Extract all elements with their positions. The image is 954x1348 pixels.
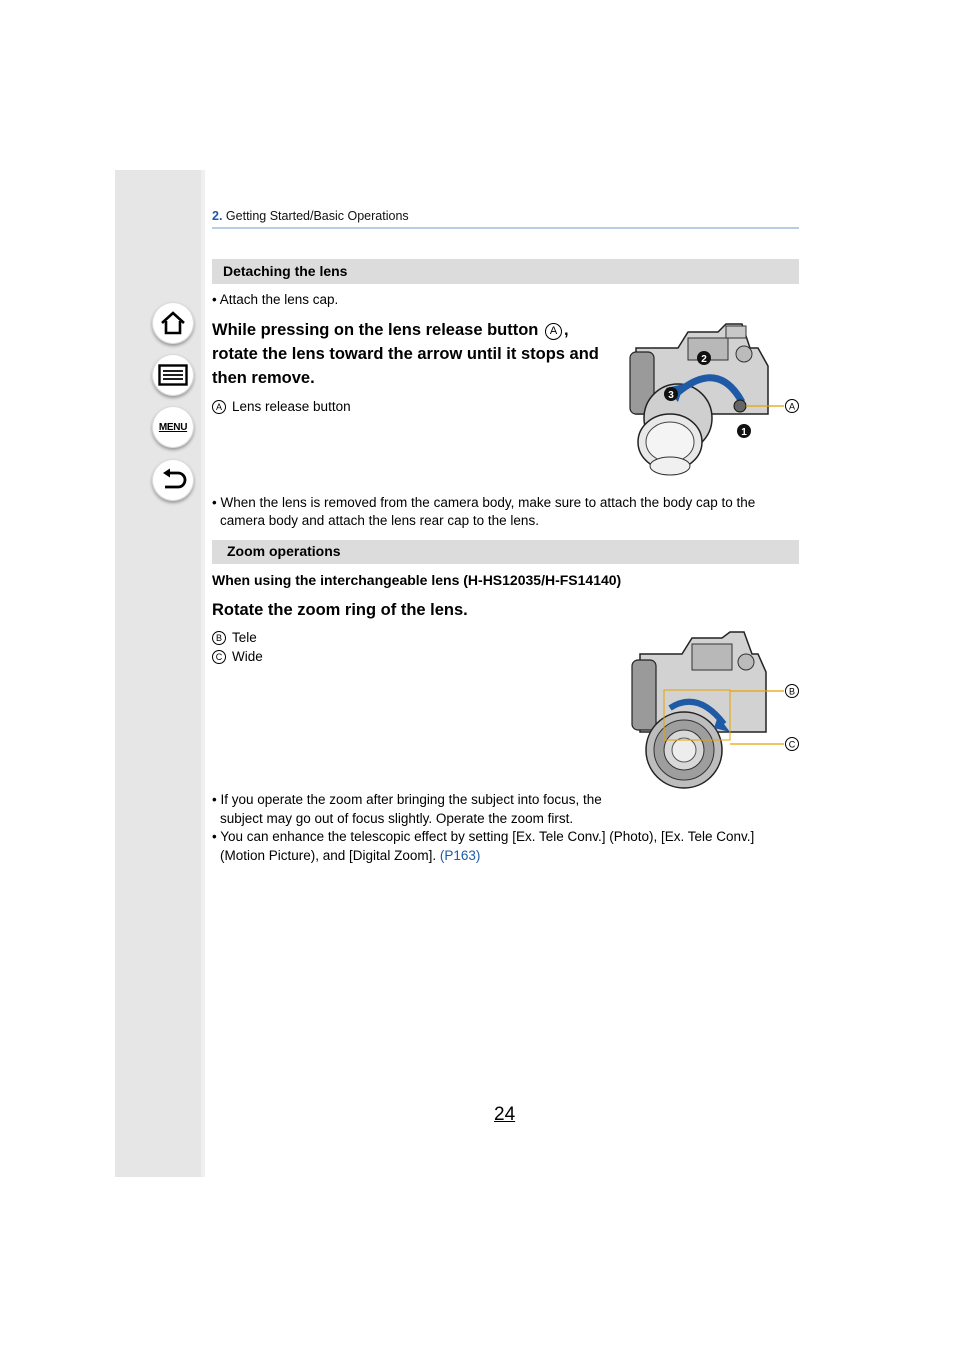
- zoom-note2-line2: [220, 847, 480, 866]
- detach-step-line3: then remove.: [212, 369, 315, 387]
- zoom-note2-text: (Motion Picture), and [Digital Zoom].: [220, 848, 437, 863]
- legend-a-text: Lens release button: [232, 399, 351, 414]
- zoom-note1-line2: subject may go out of focus slightly. Operate the zoom first.: [220, 811, 574, 826]
- list-icon: [158, 364, 188, 386]
- zoom-heading: Zoom operations: [227, 543, 341, 559]
- page-number: 24: [494, 1104, 516, 1125]
- sidebar-edge: [201, 170, 205, 1177]
- legend-b-marker: B: [212, 631, 226, 645]
- contents-button[interactable]: [152, 354, 194, 396]
- legend-b-text: Tele: [232, 630, 257, 645]
- legend-a: [212, 398, 351, 417]
- section-title: Getting Started/Basic Operations: [225, 209, 409, 223]
- zoom-note2-line1: • You can enhance the telescopic effect by setting [Ex. Tele Conv.] (Photo), [Ex. Tele Conv.]: [212, 829, 755, 844]
- lens-removed-note-line2: camera body and attach the lens rear cap to the lens.: [220, 513, 539, 528]
- header-rule: [212, 227, 799, 229]
- legend-c-marker: C: [212, 650, 226, 664]
- section-number: 2.: [212, 209, 223, 223]
- callout-a: A: [788, 401, 796, 412]
- camera-zoom-illustration: [618, 628, 804, 790]
- attach-cap-note: • Attach the lens cap.: [212, 292, 339, 307]
- legend-a-marker: A: [212, 400, 226, 414]
- home-button[interactable]: [152, 302, 194, 344]
- zoom-section-bar: [212, 540, 799, 564]
- step-marker-a: A: [545, 323, 562, 340]
- menu-label: MENU: [158, 421, 188, 433]
- detach-step: [212, 318, 612, 390]
- legend-b: [212, 629, 257, 648]
- breadcrumb: [212, 209, 409, 223]
- back-button[interactable]: [152, 459, 194, 501]
- p163-link[interactable]: (P163): [439, 848, 481, 863]
- home-icon: [159, 310, 187, 336]
- detach-step-line2: rotate the lens toward the arrow until it stops and: [212, 345, 599, 363]
- lens-removed-note-line1: • When the lens is removed from the camera body, make sure to attach the body cap to the: [212, 495, 756, 510]
- step-number-2: 2: [701, 354, 707, 365]
- zoom-note1-line1: • If you operate the zoom after bringing the subject into focus, the: [212, 792, 602, 807]
- zoom-step: Rotate the zoom ring of the lens.: [212, 601, 468, 619]
- detach-step-comma: ,: [563, 321, 569, 339]
- legend-c-text: Wide: [232, 649, 263, 664]
- detach-section-bar: [212, 259, 799, 284]
- detach-step-text: While pressing on the lens release button: [212, 321, 539, 339]
- camera-detach-illustration: [618, 318, 804, 482]
- step-number-3: 3: [668, 390, 674, 401]
- legend-c: [212, 648, 263, 667]
- detach-heading: Detaching the lens: [223, 263, 348, 279]
- detach-step-line1: [212, 318, 612, 342]
- zoom-subheading: When using the interchangeable lens (H-HS12035/H-FS14140): [212, 572, 622, 588]
- callout-c: C: [788, 739, 796, 750]
- callout-b: B: [788, 686, 796, 697]
- step-number-1: 1: [741, 427, 747, 438]
- back-arrow-icon: [159, 468, 187, 492]
- menu-button[interactable]: [152, 406, 194, 448]
